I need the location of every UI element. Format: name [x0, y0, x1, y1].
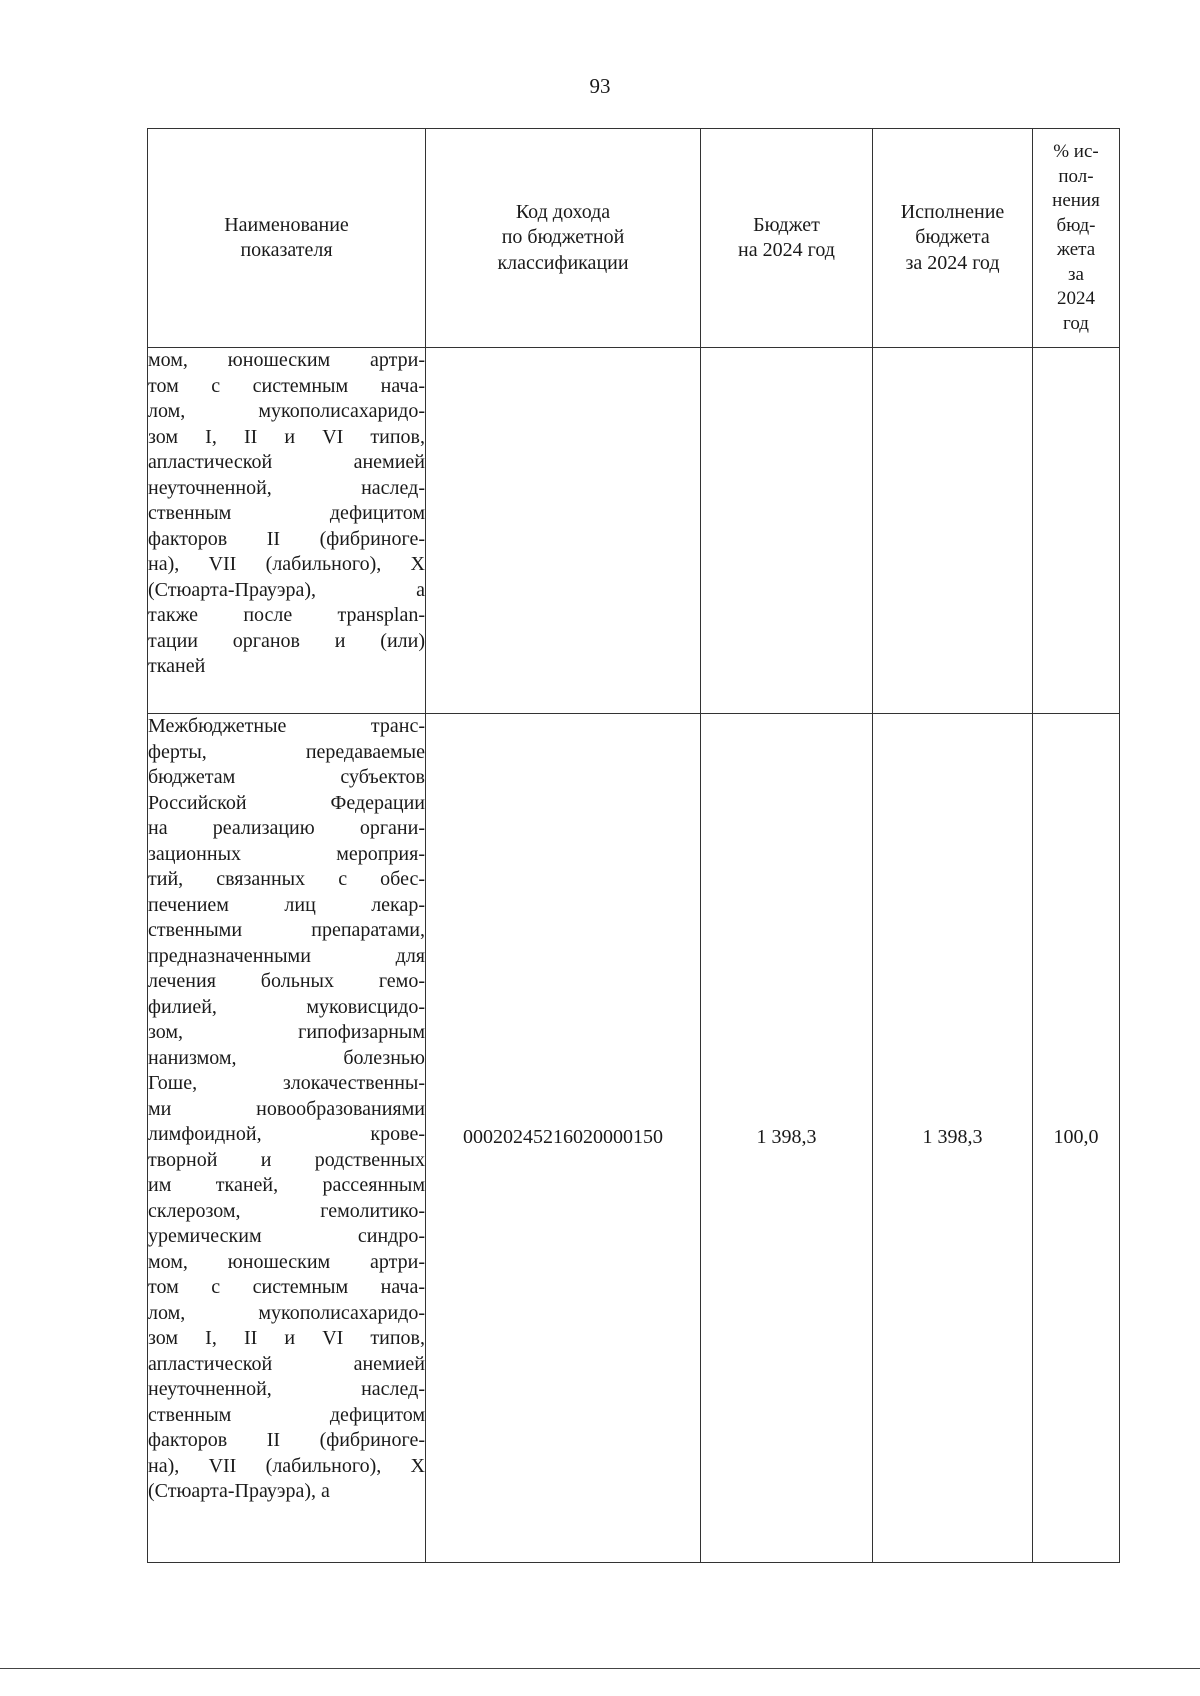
- indicator-name-line: ственным дефицитом: [148, 502, 425, 524]
- header-text: Исполнение: [900, 200, 1005, 223]
- indicator-name-line: тий, связанных с обес-: [148, 868, 425, 890]
- indicator-name-line: том с системным нача-: [148, 1276, 425, 1298]
- percent-cell: 100,0: [1033, 714, 1120, 1563]
- header-text: на 2024 год: [738, 239, 835, 261]
- header-execution: [873, 129, 1033, 348]
- header-text: показателя: [240, 239, 333, 261]
- budget-cell: 1 398,3: [701, 714, 873, 1563]
- table-row: [148, 348, 1120, 714]
- indicator-name-line: Гоше, злокачественны-: [148, 1072, 425, 1094]
- indicator-name-line: бюджетам субъектов: [148, 766, 425, 788]
- indicator-name-line: Межбюджетные транс-: [148, 715, 425, 737]
- header-text: классификации: [497, 251, 629, 274]
- header-text: год: [1063, 312, 1089, 334]
- indicator-name-line: также после транsplan-: [148, 604, 425, 626]
- header-text: Наименование: [224, 213, 349, 236]
- footer-rule: [0, 1668, 1200, 1669]
- header-budget: [701, 129, 873, 348]
- table-header-row: [148, 129, 1120, 348]
- budget-cell: [701, 348, 873, 714]
- header-income-code: [426, 129, 701, 348]
- header-text: бюджета: [915, 226, 990, 249]
- indicator-name-line: (Стюарта-Прауэра), а: [148, 1480, 330, 1502]
- indicator-name-line: мом, юношеским артри-: [148, 1250, 425, 1273]
- indicator-name-line: апластической анемией: [148, 451, 425, 473]
- indicator-name-line: на), VII (лабильного), X: [148, 1454, 425, 1477]
- indicator-name-line: (Стюарта-Прауэра), а: [148, 578, 425, 601]
- indicator-name-line: факторов II (фибриноге-: [148, 1429, 425, 1451]
- indicator-name-line: уремическим синдро-: [148, 1225, 425, 1247]
- indicator-name-line: том с системным нача-: [148, 374, 425, 397]
- indicator-name-line: лимфоидной, крове-: [148, 1123, 425, 1145]
- indicator-name-line: Российской Федерации: [148, 791, 425, 814]
- indicator-name-line: зом, гипофизарным: [148, 1021, 425, 1043]
- indicator-name-cell: [148, 714, 426, 1563]
- header-text: нения: [1052, 190, 1100, 211]
- indicator-name-line: филией, муковисцидо-: [148, 995, 425, 1018]
- execution-cell: [873, 348, 1033, 714]
- header-text: за: [1068, 263, 1084, 285]
- indicator-name-line: склерозом, гемолитико-: [148, 1199, 425, 1222]
- indicator-name-line: неуточненной, наслед-: [148, 476, 425, 499]
- indicator-name-line: лом, мукополисахаридо-: [148, 1301, 425, 1324]
- indicator-name-line: апластической анемией: [148, 1352, 425, 1375]
- indicator-name-line: на реализацию органи-: [148, 817, 425, 839]
- indicator-name-line: неуточненной, наслед-: [148, 1378, 425, 1400]
- indicator-name-line: на), VII (лабильного), X: [148, 553, 425, 575]
- indicator-name-line: зом I, II и VI типов,: [148, 1327, 425, 1349]
- indicator-name-line: нанизмом, болезнью: [148, 1046, 425, 1069]
- indicator-name-line: ственными препаратами,: [148, 919, 425, 941]
- header-execution-percent: [1033, 129, 1120, 348]
- header-text: бюд-: [1056, 214, 1096, 236]
- indicator-name-line: печением лиц лекар-: [148, 893, 425, 916]
- indicator-name-line: зационных мероприя-: [148, 842, 425, 865]
- header-text: жета: [1056, 239, 1096, 260]
- budget-execution-table: [147, 128, 1120, 1563]
- execution-cell: 1 398,3: [873, 714, 1033, 1563]
- indicator-name-cell: [148, 348, 426, 714]
- table-row: [148, 714, 1120, 1563]
- header-text: пол-: [1058, 165, 1094, 187]
- indicator-name-line: предназначенными для: [148, 944, 425, 967]
- header-indicator-name: [148, 129, 426, 348]
- header-text: Код дохода: [515, 200, 611, 223]
- header-text: за 2024 год: [905, 251, 1000, 274]
- income-code-cell: 00020245216020000150: [426, 714, 701, 1563]
- indicator-name-line: тации органов и (или): [148, 629, 425, 652]
- page-number: 93: [589, 74, 611, 98]
- indicator-name-line: лом, мукополисахаридо-: [148, 400, 425, 422]
- indicator-name-line: лечения больных гемо-: [148, 970, 425, 992]
- indicator-name-line: ми новообразованиями: [148, 1097, 425, 1120]
- header-text: % ис-: [1053, 141, 1099, 162]
- indicator-name-line: творной и родственных: [148, 1148, 425, 1171]
- indicator-name-line: ственным дефицитом: [148, 1403, 425, 1426]
- indicator-name-line: тканей: [148, 655, 206, 677]
- header-text: 2024: [1057, 288, 1095, 309]
- percent-cell: [1033, 348, 1120, 714]
- income-code-cell: [426, 348, 701, 714]
- indicator-name-line: мом, юношеским артри-: [148, 349, 425, 371]
- indicator-name-line: факторов II (фибриноге-: [148, 527, 425, 550]
- header-text: по бюджетной: [501, 226, 625, 249]
- indicator-name-line: ферты, передаваемые: [148, 740, 425, 763]
- indicator-name-line: зом I, II и VI типов,: [148, 425, 425, 448]
- indicator-name-line: им тканей, рассеянным: [148, 1174, 425, 1196]
- header-text: Бюджет: [753, 213, 820, 236]
